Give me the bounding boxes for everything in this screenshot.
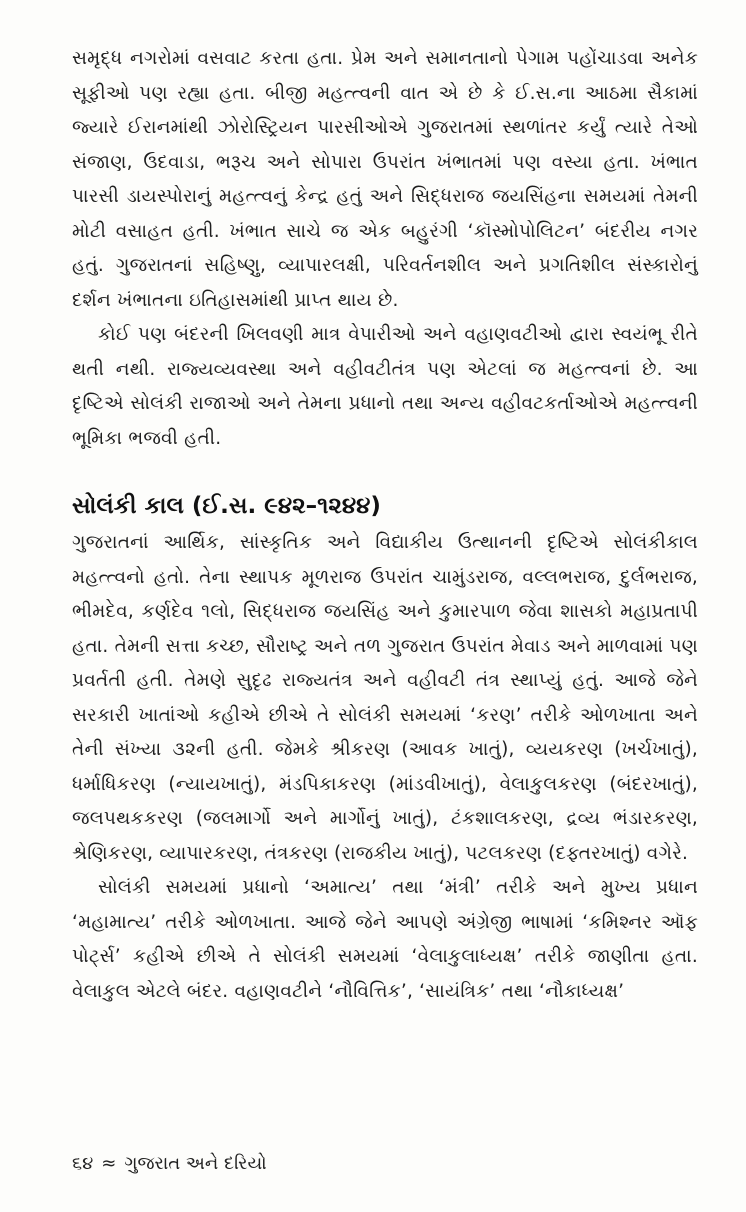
page-footer (72, 1152, 267, 1176)
body-paragraph: સોલંકી સમયમાં પ્રધાનો ‘અમાત્ય’ તથા ‘મંત્રી’ તરીકે અને મુખ્ય પ્રધાન ‘મહામાત્ય’ તરીકે ઓળખાતા. આજે જેને આપણે અંગ્રેજી ભાષામાં ‘કમિશ્નર ઑફ પોર્ટ્સ’ કહીએ છીએ તે સોલંકી સમયમાં ‘વેલાકુલાધ્યક્ષ’ તરીકે જાણીતા હતા. વેલાકુલ એટલે બંદર. વહાણવટીને ‘નૌવિત્તિક’, ‘સાયંત્રિક’ તથા ‘નૌકાધ્યક્ષ’ (72, 877, 698, 1002)
footer-separator: ≈ (101, 1153, 117, 1174)
body-paragraph: સમૃદ્ધ નગરોમાં વસવાટ કરતા હતા. પ્રેમ અને સમાનતાનો પેગામ પહોંચાડવા અનેક સૂફીઓ પણ રહ્યા હતા. બીજી મહત્ત્વની વાત એ છે કે ઈ.સ.ના આઠમા સૈકામાં જ્યારે ઈરાનમાંથી ઝોરોસ્ટ્રિયન પારસીઓએ ગુજરાતમાં સ્થળાંતર કર્યું ત્યારે તેઓ સંજાણ, ઉદવાડા, ભરૂચ અને સોપારા ઉપરાંત ખંભાતમાં પણ વસ્યા હતા. ખંભાત પારસી ડાયસ્પોરાનું મહત્ત્વનું કેન્દ્ર હતું અને સિદ્ધરાજ જયસિંહના સમયમાં તેમની મોટી વસાહત હતી. ખંભાત સાચે જ એક બહુરંગી ‘કૉસ્મોપોલિટન’ બંદરીય નગર હતું. ગુજરાતનાં સહિષ્ણુ, વ્યાપારલક્ષી, પરિવર્તનશીલ અને પ્રગતિશીલ સંસ્કારોનું દર્શન ખંભાતના ઇતિહાસમાંથી પ્રાપ્ત થાય છે. (72, 48, 698, 311)
body-paragraph: કોઈ પણ બંદરની ખિલવણી માત્ર વેપારીઓ અને વહાણવટીઓ દ્વારા સ્વયંભૂ રીતે થતી નથી. રાજ્યવ્યવસ્થા અને વહીવટીતંત્ર પણ એટલાં જ મહત્ત્વનાં છે. આ દૃષ્ટિએ સોલંકી રાજાઓ અને તેમના પ્રધાનો તથા અન્ય વહીવટકર્તાઓએ મહત્ત્વની ભૂમિકા ભજવી હતી. (72, 324, 698, 449)
page-number: ૬૪ (72, 1153, 94, 1174)
body-paragraph: ગુજરાતનાં આર્થિક, સાંસ્કૃતિક અને વિદ્યાકીય ઉત્થાનની દૃષ્ટિએ સોલંકીકાલ મહત્ત્વનો હતો. તેના સ્થાપક મૂળરાજ ઉપરાંત ચામુંડરાજ, વલ્લભરાજ, દુર્લભરાજ, ભીમદેવ, કર્ણદેવ ૧લો, સિદ્ધરાજ જયસિંહ અને કુમારપાળ જેવા શાસકો મહાપ્રતાપી હતા. તેમની સત્તા કચ્છ, સૌરાષ્ટ્ર અને તળ ગુજરાત ઉપરાંત મેવાડ અને માળવામાં પણ પ્રવર્તતી હતી. તેમણે સુદૃઢ રાજ્યતંત્ર અને વહીવટી તંત્ર સ્થાપ્યું હતું. આજે જેને સરકારી ખાતાંઓ કહીએ છીએ તે સોલંકી સમયમાં ‘કરણ’ તરીકે ઓળખાતા અને તેની સંખ્યા ૩૨ની હતી. જેમકે શ્રીકરણ (આવક ખાતું), વ્યયકરણ (ખર્ચખાતું), ધર્માધિકરણ (ન્યાયખાતું), મંડપિકાકરણ (માંડવીખાતું), વેલાકુલકરણ (બંદરખાતું), જલપથકકરણ (જલમાર્ગો અને માર્ગોનું ખાતું), ટંકશાલકરણ, દ્રવ્ય ભંડારકરણ, શ્રેણિકરણ, વ્યાપારકરણ, તંત્રકરણ (રાજકીય ખાતું), પટલકરણ (દફ્તરખાતું) વગેરે. (72, 532, 698, 864)
book-title: ગુજરાત અને દરિયો (124, 1153, 267, 1174)
section-heading: સોલંકી કાલ (ઈ.સ. ૯૪૨–૧૨૪૪) (72, 493, 381, 519)
